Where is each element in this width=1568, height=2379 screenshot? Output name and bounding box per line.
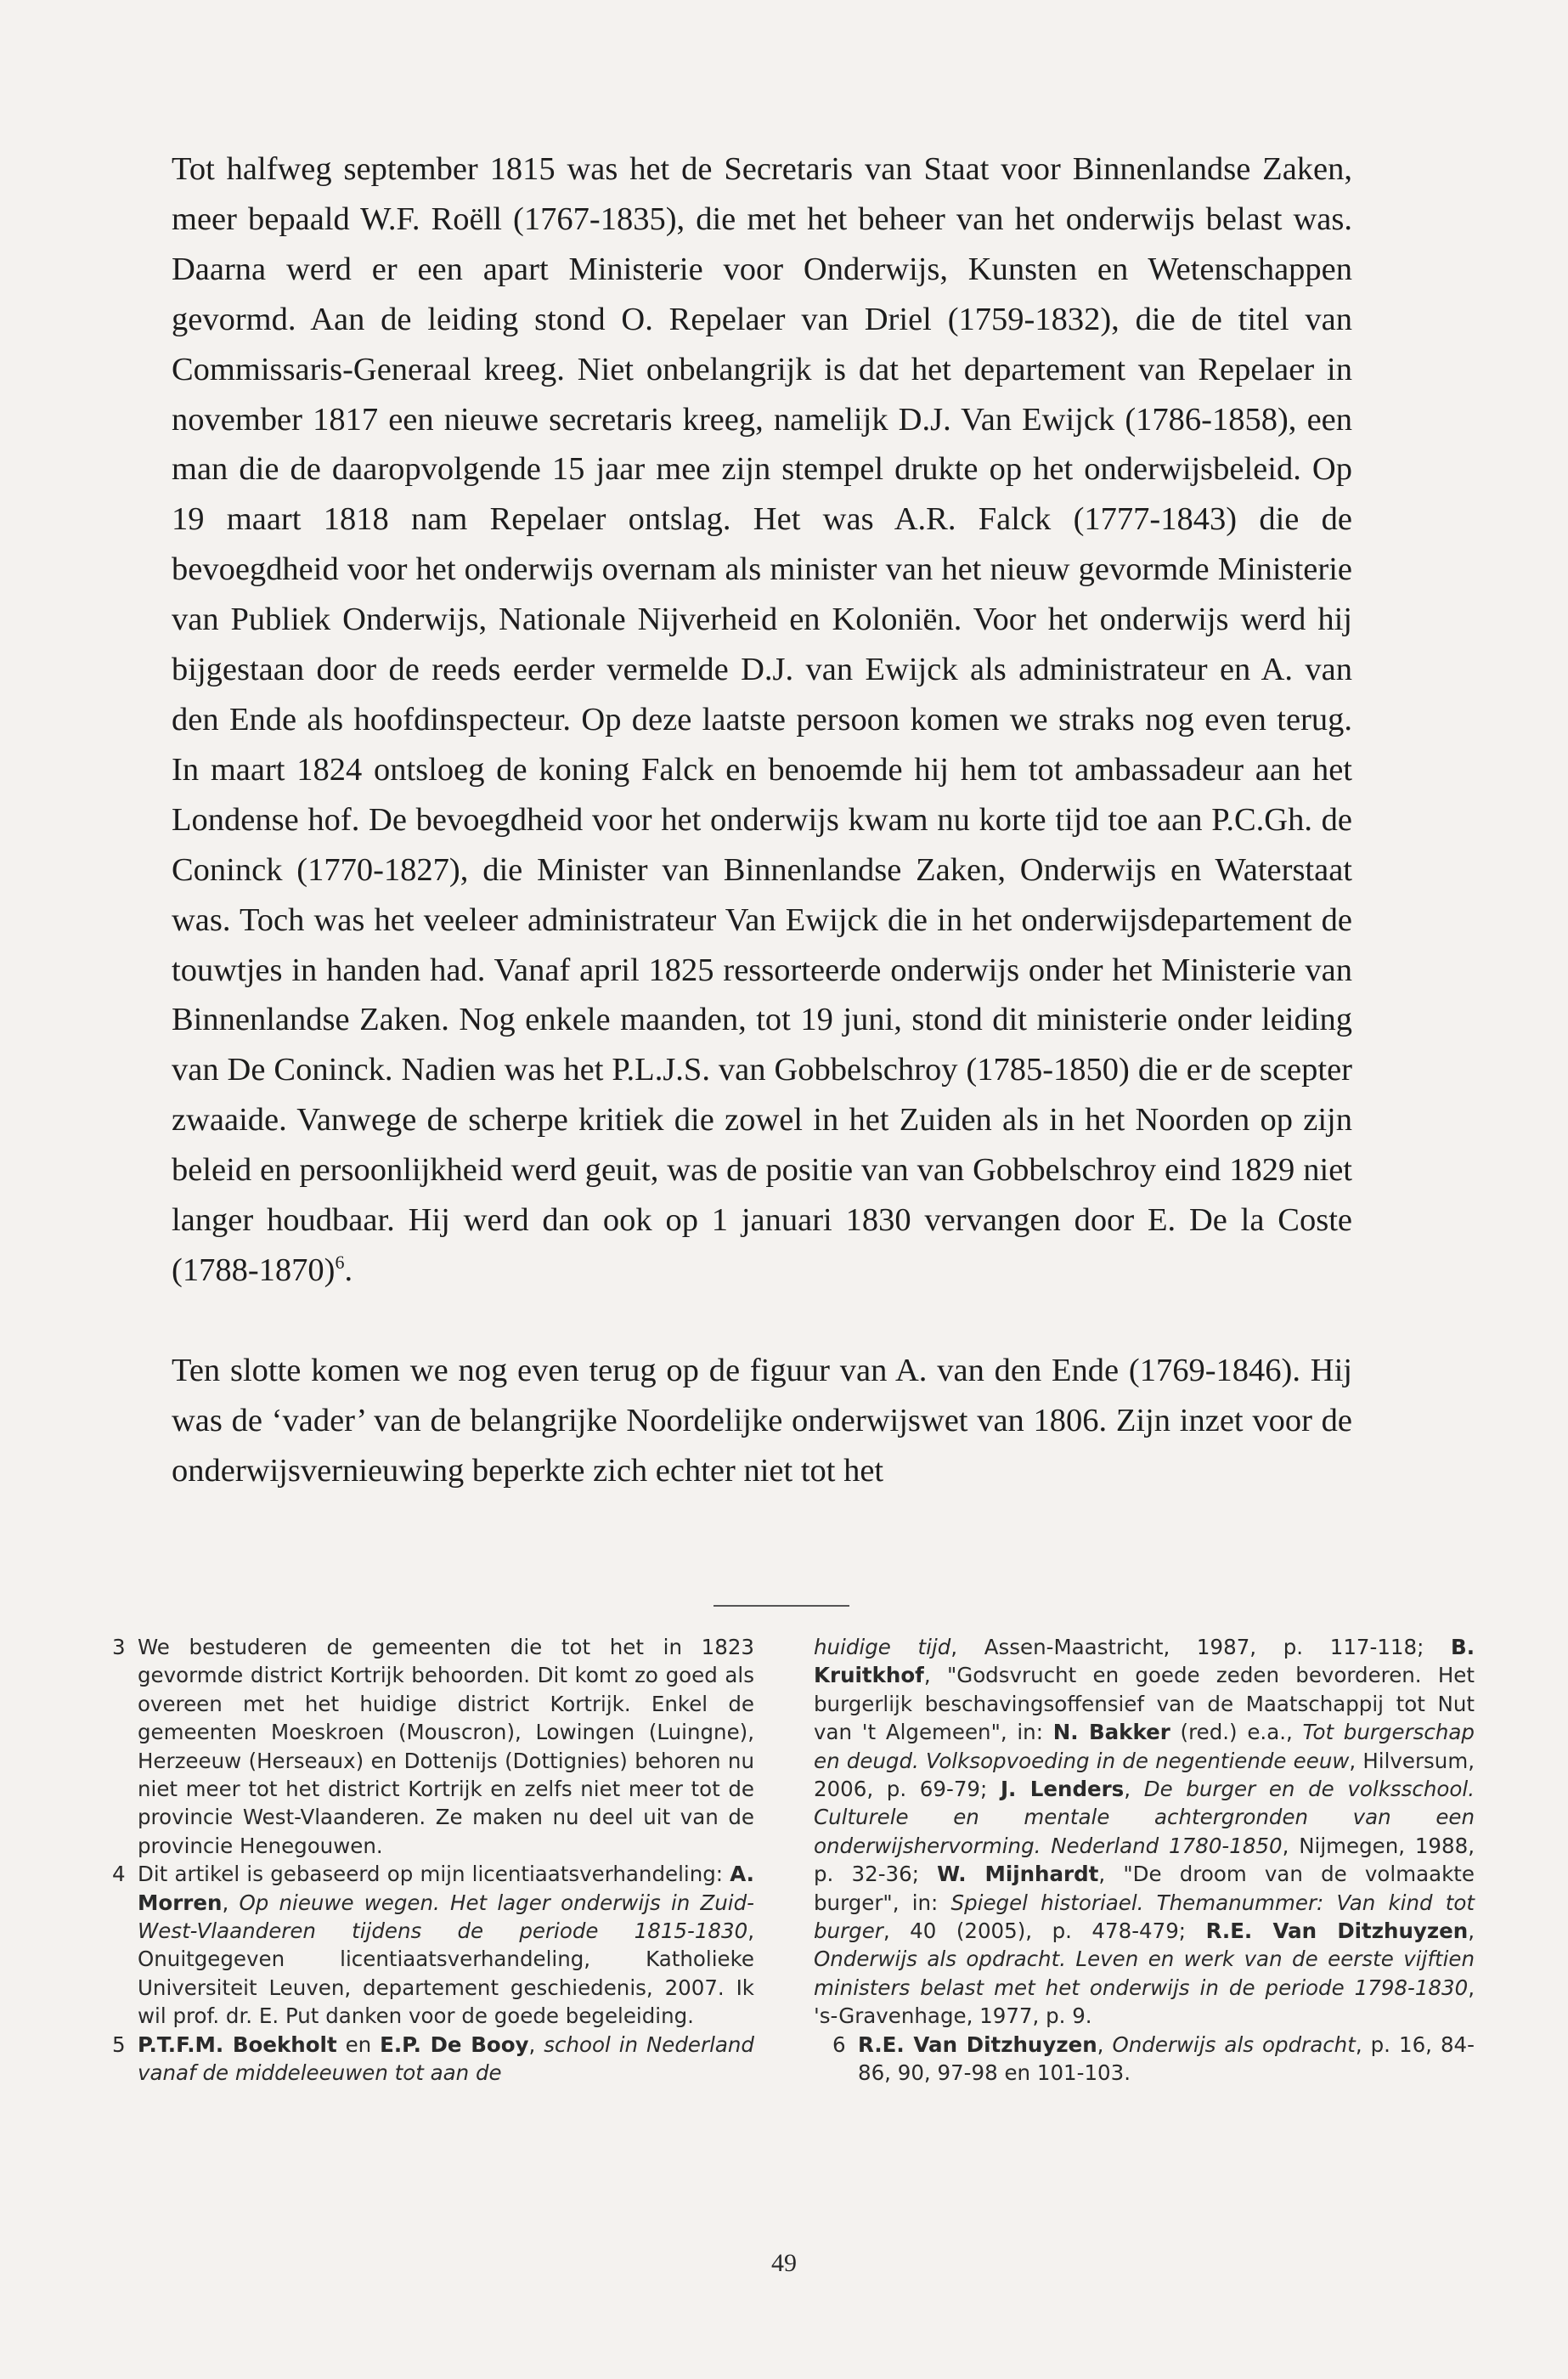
footnote-5-continued: huidige tijd, Assen-Maastricht, 1987, p. 117-118; B. Kruitkhof, "Godsvrucht en goede zeden bevorderen. Het burgerlijk beschavingsoffensief van de Maatschappij tot Nut van 't Algemeen", in: N. Bakker (red.) e.a., Tot burgerschap en deugd. Volksopvoeding in de negentiende eeuw, Hilversum, 2006, p. 69-79; J. Lenders, De burger en de volksschool. Culturele en mentale achtergronden van een onderwijshervorming. Nederland 1780-1850, Nijmegen, 1988, p. 32-36; W. Mijnhardt, "De droom van de volmaakte burger", in: Spiegel historiael. Themanummer: Van kind tot burger, 40 (2005), p. 478-479; R.E. Van Ditzhuyzen, Onderwijs als opdracht. Leven en werk van de eerste vijftien ministers belast met het onderwijs in de periode 1798-1830, 's-Gravenhage, 1977, p. 9. [814, 1635, 1475, 2029]
page-number: 49 [771, 2249, 797, 2277]
footnotes-right-column [814, 1633, 1475, 2088]
footnote-6: 6 R.E. Van Ditzhuyzen, Onderwijs als opdracht, p. 16, 84-86, 90, 97-98 en 101-103. [832, 2031, 1475, 2086]
footnote-number: 3 [112, 1635, 126, 1659]
footnote-number: 4 [112, 1862, 126, 1887]
footnote-reference-6: 6 [335, 1252, 345, 1274]
paragraph-2: Ten slotte komen we nog even terug op de figuur van A. van den Ende (1769-1846). Hij was de ‘vader’ van de belangrijke Noordelijke onderwijswet van 1806. Zijn inzet voor de onderwijsvernieuwing beperkte zich echter niet tot het [172, 1352, 1352, 1489]
footnote-number: 6 [832, 2031, 846, 2057]
footnote-number: 5 [112, 2031, 126, 2057]
footnote-3: 3 We bestuderen de gemeenten die tot het in 1823 gevormde district Kortrijk behoorden. Dit komt zo goed als overeen met het huidige district Kortrijk. Enkel de gemeenten Moeskroen (Mouscron), Lowingen (Luingne), Herzeeuw (Herseaux) en Dottenijs (Dottignies) behoren nu niet meer tot het district Kortrijk en zelfs niet meer tot de provincie West-Vlaanderen. Ze maken nu deel uit van de provincie Henegouwen. [112, 1635, 754, 1858]
paragraph-1: Tot halfweg september 1815 was het de Secretaris van Staat voor Binnenlandse Zaken, meer bepaald W.F. Roëll (1767-1835), die met het beheer van het onderwijs belast was. Daarna werd er een apart Ministerie voor Onderwijs, Kunsten en Wetenschappen gevormd. Aan de leiding stond O. Repelaer van Driel (1759-1832), die de titel van Commissaris-Generaal kreeg. Niet onbelangrijk is dat het departement van Repelaer in november 1817 een nieuwe secretaris kreeg, namelijk D.J. Van Ewijck (1786-1858), een man die de daaropvolgende 15 jaar mee zijn stempel drukte op het onderwijsbeleid. Op 19 maart 1818 nam Repelaer ontslag. Het was A.R. Falck (1777-1843) die de bevoegdheid voor het onderwijs overnam als minister van het nieuw gevormde Ministerie van Publiek Onderwijs, Nationale Nijverheid en Koloniën. Voor het onderwijs werd hij bijgestaan door de reeds eerder vermelde D.J. van Ewijck als administrateur en A. van den Ende als hoofdinspecteur. Op deze laatste persoon komen we straks nog even terug. In maart 1824 ontsloeg de koning Falck en benoemde hij hem tot ambassadeur aan het Londense hof. De bevoegdheid voor het onderwijs kwam nu korte tijd toe aan P.C.Gh. de Coninck (1770-1827), die Minister van Binnenlandse Zaken, Onderwijs en Waterstaat was. Toch was het veeleer administrateur Van Ewijck die in het onderwijsdepartement de touwtjes in handen had. Vanaf april 1825 ressorteerde onderwijs onder het Ministerie van Binnenlandse Zaken. Nog enkele maanden, tot 19 juni, stond dit ministerie onder leiding van De Coninck. Nadien was het P.L.J.S. van Gobbelschroy (1785-1850) die er de scepter zwaaide. Vanwege de scherpe kritiek die zowel in het Zuiden als in het Noorden op zijn beleid en persoonlijkheid werd geuit, was de positie van van Gobbelschroy eind 1829 niet langer houdbaar. Hij werd dan ook op 1 januari 1830 vervangen door E. De la Coste (1788-1870)$^6$. [172, 151, 1352, 1288]
footnote-5: 5 P.T.F.M. Boekholt en E.P. De Booy, school in Nederland vanaf de middeleeuwen tot aan de [112, 2031, 754, 2086]
main-text [172, 144, 1352, 1496]
footnote-separator [713, 1605, 849, 1607]
footnotes-left-column [93, 1633, 754, 2088]
footnote-4: 4 Dit artikel is gebaseerd op mijn licentiaatsverhandeling: A. Morren, Op nieuwe wegen. Het lager onderwijs in Zuid-West-Vlaanderen tijdens de periode 1815-1830, Onuitgegeven licentiaatsverhandeling, Katholieke Universiteit Leuven, departement geschiedenis, 2007. Ik wil prof. dr. E. Put danken voor de goede begeleiding. [112, 1862, 755, 2029]
